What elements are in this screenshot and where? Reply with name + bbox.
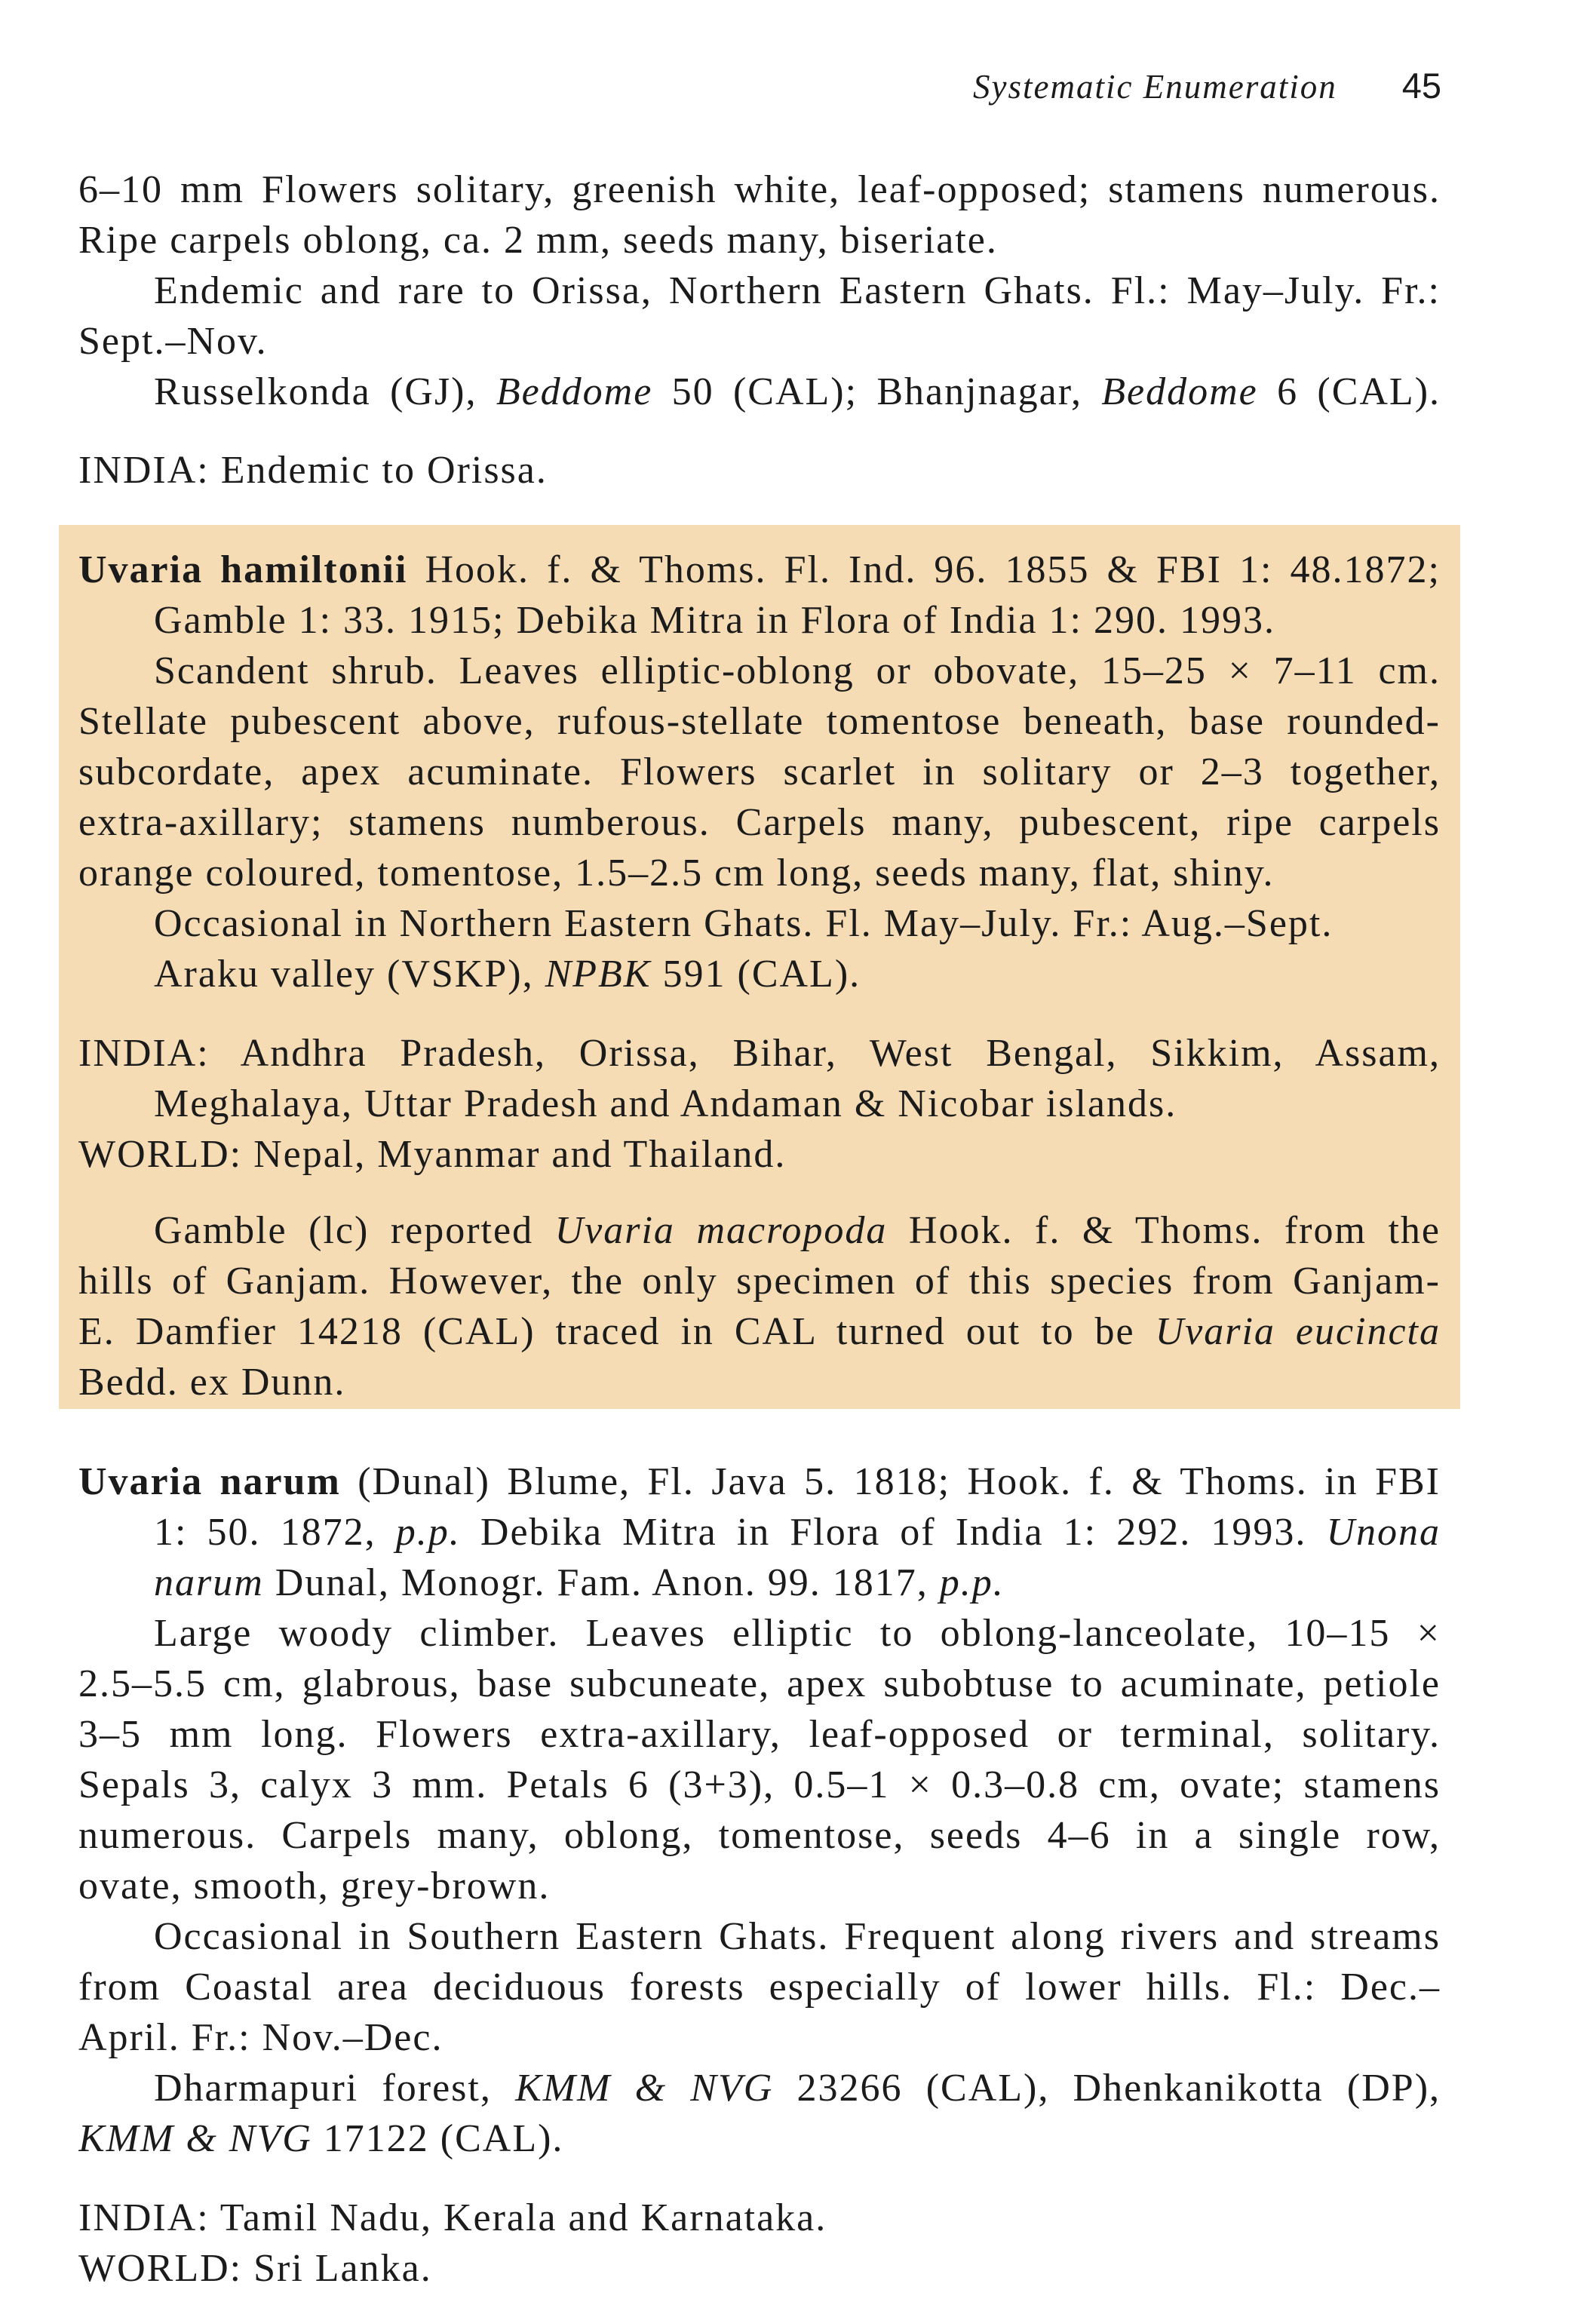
- description-line: Stellate pubescent above, rufous-stellate tomentose beneath, base rounded-: [78, 700, 1441, 743]
- description-line: 2.5–5.5 cm, glabrous, base subcuneate, apex subobtuse to acuminate, petiole: [78, 1662, 1441, 1705]
- description-line: Ripe carpels oblong, ca. 2 mm, seeds many, biseriate.: [78, 219, 998, 262]
- text-segment: Araku valley (VSKP),: [154, 953, 545, 996]
- description-line: ovate, smooth, grey-brown.: [78, 1865, 551, 1907]
- phenology-line: from Coastal area deciduous forests especially of lower hills. Fl.: Dec.–: [78, 1966, 1441, 2009]
- citation-line: [78, 545, 1441, 595]
- distribution-line: Meghalaya, Uttar Pradesh and Andaman & Nicobar islands.: [154, 1082, 1177, 1125]
- specimens-line: [78, 367, 1441, 417]
- text-segment: Dunal, Monogr. Fam. Anon. 99. 1817,: [263, 1561, 940, 1604]
- collector-name: Beddome: [1101, 370, 1258, 413]
- collector-name: KMM & NVG: [515, 2067, 774, 2110]
- synonym-name: Unona: [1326, 1511, 1441, 1554]
- note-line: hills of Ganjam. However, the only specimen of this species from Ganjam-: [78, 1260, 1441, 1303]
- text-segment: 17122 (CAL).: [312, 2117, 564, 2160]
- note-line: Bedd. ex Dunn.: [78, 1361, 346, 1404]
- description-line: Scandent shrub. Leaves elliptic-oblong or obovate, 15–25 × 7–11 cm.: [154, 649, 1441, 692]
- text-segment: (Dunal) Blume, Fl. Java 5. 1818; Hook. f. & Thoms. in FBI: [340, 1460, 1441, 1503]
- citation-line: [78, 1558, 1441, 1608]
- description-line: Sepals 3, calyx 3 mm. Petals 6 (3+3), 0.5–1 × 0.3–0.8 cm, ovate; stamens: [78, 1763, 1441, 1806]
- species-name: Uvaria hamiltonii: [78, 548, 408, 591]
- collector-name: NPBK: [545, 953, 652, 996]
- abbreviation: p.p.: [939, 1561, 1005, 1604]
- text-segment: 50 (CAL); Bhanjnagar,: [652, 370, 1102, 413]
- text-segment: 23266 (CAL), Dhenkanikotta (DP),: [773, 2067, 1441, 2110]
- text-segment: Dharmapuri forest,: [154, 2067, 516, 2110]
- species-name: Uvaria narum: [78, 1460, 341, 1503]
- phenology-line: Occasional in Northern Eastern Ghats. Fl. May–July. Fr.: Aug.–Sept.: [154, 902, 1334, 945]
- text-segment: Debika Mitra in Flora of India 1: 292. 1993.: [460, 1511, 1327, 1554]
- page-body: [78, 164, 1441, 2294]
- note-line: [78, 1306, 1441, 1357]
- text-segment: Russelkonda (GJ),: [154, 370, 496, 413]
- citation-line: Gamble 1: 33. 1915; Debika Mitra in Flora of India 1: 290. 1993.: [154, 599, 1276, 642]
- abbreviation: p.p.: [395, 1511, 461, 1554]
- phenology-line: Sept.–Nov.: [78, 320, 268, 363]
- text-segment: Gamble (lc) reported: [154, 1209, 555, 1252]
- text-segment: 591 (CAL).: [651, 953, 861, 996]
- distribution-line: INDIA: Tamil Nadu, Kerala and Karnataka.: [78, 2196, 827, 2239]
- collector-name: KMM & NVG: [78, 2117, 312, 2160]
- citation-line: [78, 1507, 1441, 1558]
- text-segment: Hook. f. & Thoms. from the: [887, 1209, 1441, 1252]
- note-line: [78, 1205, 1441, 1256]
- highlighted-entry-uvaria-hamiltonii: [59, 525, 1460, 1409]
- collector-name: Beddome: [496, 370, 653, 413]
- description-line: extra-axillary; stamens numberous. Carpels many, pubescent, ripe carpels: [78, 801, 1441, 844]
- description-line: 3–5 mm long. Flowers extra-axillary, leaf-opposed or terminal, solitary.: [78, 1713, 1441, 1756]
- description-line: Large woody climber. Leaves elliptic to oblong-lanceolate, 10–15 ×: [154, 1612, 1441, 1655]
- description-line: 6–10 mm Flowers solitary, greenish white, leaf-opposed; stamens numerous.: [78, 168, 1441, 211]
- distribution-line: INDIA: Andhra Pradesh, Orissa, Bihar, West Bengal, Sikkim, Assam,: [78, 1032, 1441, 1075]
- distribution-line: INDIA: Endemic to Orissa.: [78, 449, 548, 492]
- specimens-line: [78, 2113, 1441, 2164]
- specimens-line: [78, 2063, 1441, 2113]
- specimens-line: [78, 949, 1441, 999]
- entry-uvaria-narum: [78, 1456, 1441, 2294]
- description-line: orange coloured, tomentose, 1.5–2.5 cm long, seeds many, flat, shiny.: [78, 852, 1275, 895]
- species-name: Uvaria macropoda: [554, 1209, 888, 1252]
- entry-previous: [78, 164, 1441, 496]
- phenology-line: April. Fr.: Nov.–Dec.: [78, 2016, 444, 2059]
- running-title: Systematic Enumeration: [973, 68, 1337, 106]
- phenology-line: Endemic and rare to Orissa, Northern Eastern Ghats. Fl.: May–July. Fr.:: [154, 269, 1441, 312]
- synonym-name: narum: [154, 1561, 264, 1604]
- page-number: 45: [1401, 66, 1441, 106]
- distribution-line: WORLD: Sri Lanka.: [78, 2247, 432, 2290]
- text-segment: E. Damfier 14218 (CAL) traced in CAL turned out to be: [78, 1310, 1156, 1353]
- description-line: numerous. Carpels many, oblong, tomentose, seeds 4–6 in a single row,: [78, 1814, 1441, 1857]
- species-name: Uvaria eucincta: [1155, 1310, 1441, 1353]
- running-header: [973, 65, 1441, 106]
- description-line: subcordate, apex acuminate. Flowers scarlet in solitary or 2–3 together,: [78, 750, 1441, 793]
- citation-line: [78, 1456, 1441, 1507]
- text-segment: 1: 50. 1872,: [154, 1511, 396, 1554]
- text-segment: Hook. f. & Thoms. Fl. Ind. 96. 1855 & FBI 1: 48.1872;: [407, 548, 1441, 591]
- phenology-line: Occasional in Southern Eastern Ghats. Frequent along rivers and streams: [154, 1915, 1441, 1958]
- distribution-line: WORLD: Nepal, Myanmar and Thailand.: [78, 1133, 787, 1176]
- text-segment: 6 (CAL).: [1257, 370, 1441, 413]
